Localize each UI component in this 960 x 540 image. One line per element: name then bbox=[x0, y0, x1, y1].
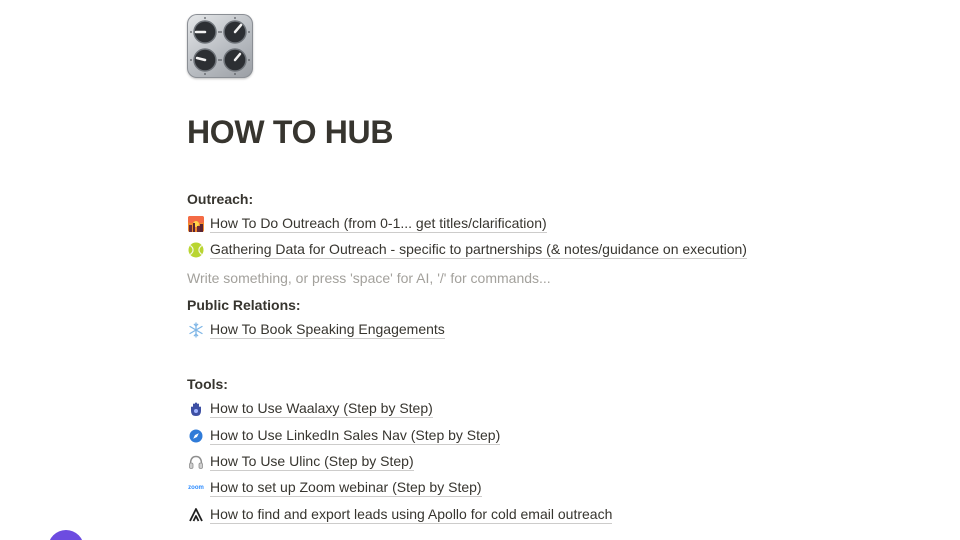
page-link-label: How to find and export leads using Apollo for cold email outreach bbox=[210, 506, 613, 522]
apollo-logo-icon bbox=[187, 506, 205, 524]
help-button[interactable] bbox=[48, 530, 84, 540]
hamsa-hand-icon bbox=[187, 400, 205, 418]
compass-icon bbox=[187, 427, 205, 445]
sunset-city-icon bbox=[187, 215, 205, 233]
snowflake-icon bbox=[187, 321, 205, 339]
page-title[interactable]: HOW TO HUB bbox=[187, 114, 394, 150]
page-link-gathering-data[interactable] bbox=[187, 239, 747, 261]
section-heading-public-relations[interactable]: Public Relations: bbox=[187, 297, 301, 313]
page-link-label: How To Do Outreach (from 0-1... get titles/clarification) bbox=[210, 215, 547, 231]
zoom-logo-text: zoom bbox=[188, 485, 204, 491]
page-link-label: How to set up Zoom webinar (Step by Step) bbox=[210, 479, 482, 495]
page-link-label: How To Book Speaking Engagements bbox=[210, 321, 445, 337]
page-link-label: How to Use Waalaxy (Step by Step) bbox=[210, 400, 433, 416]
page-link-waalaxy[interactable] bbox=[187, 398, 433, 420]
page-link-apollo[interactable] bbox=[187, 504, 612, 526]
zoom-logo-icon bbox=[187, 479, 205, 497]
section-heading-outreach[interactable]: Outreach: bbox=[187, 191, 254, 207]
empty-block-placeholder[interactable]: Write something, or press 'space' for AI, '/' for commands... bbox=[187, 270, 551, 286]
page-link-ulinc[interactable] bbox=[187, 451, 414, 473]
page-link-zoom-webinar[interactable] bbox=[187, 477, 482, 499]
tennis-ball-icon bbox=[187, 241, 205, 259]
page-link-label: How To Use Ulinc (Step by Step) bbox=[210, 453, 414, 469]
control-knobs-icon[interactable] bbox=[187, 14, 253, 78]
page-link-linkedin-sales-nav[interactable] bbox=[187, 425, 500, 447]
page-link-label: Gathering Data for Outreach - specific to partnerships (& notes/guidance on execution) bbox=[210, 241, 747, 257]
headphones-icon bbox=[187, 453, 205, 471]
page-link-label: How to Use LinkedIn Sales Nav (Step by Step) bbox=[210, 427, 501, 443]
section-heading-tools[interactable]: Tools: bbox=[187, 376, 228, 392]
page-link-speaking-engagements[interactable] bbox=[187, 319, 445, 341]
page-link-outreach[interactable] bbox=[187, 213, 547, 235]
